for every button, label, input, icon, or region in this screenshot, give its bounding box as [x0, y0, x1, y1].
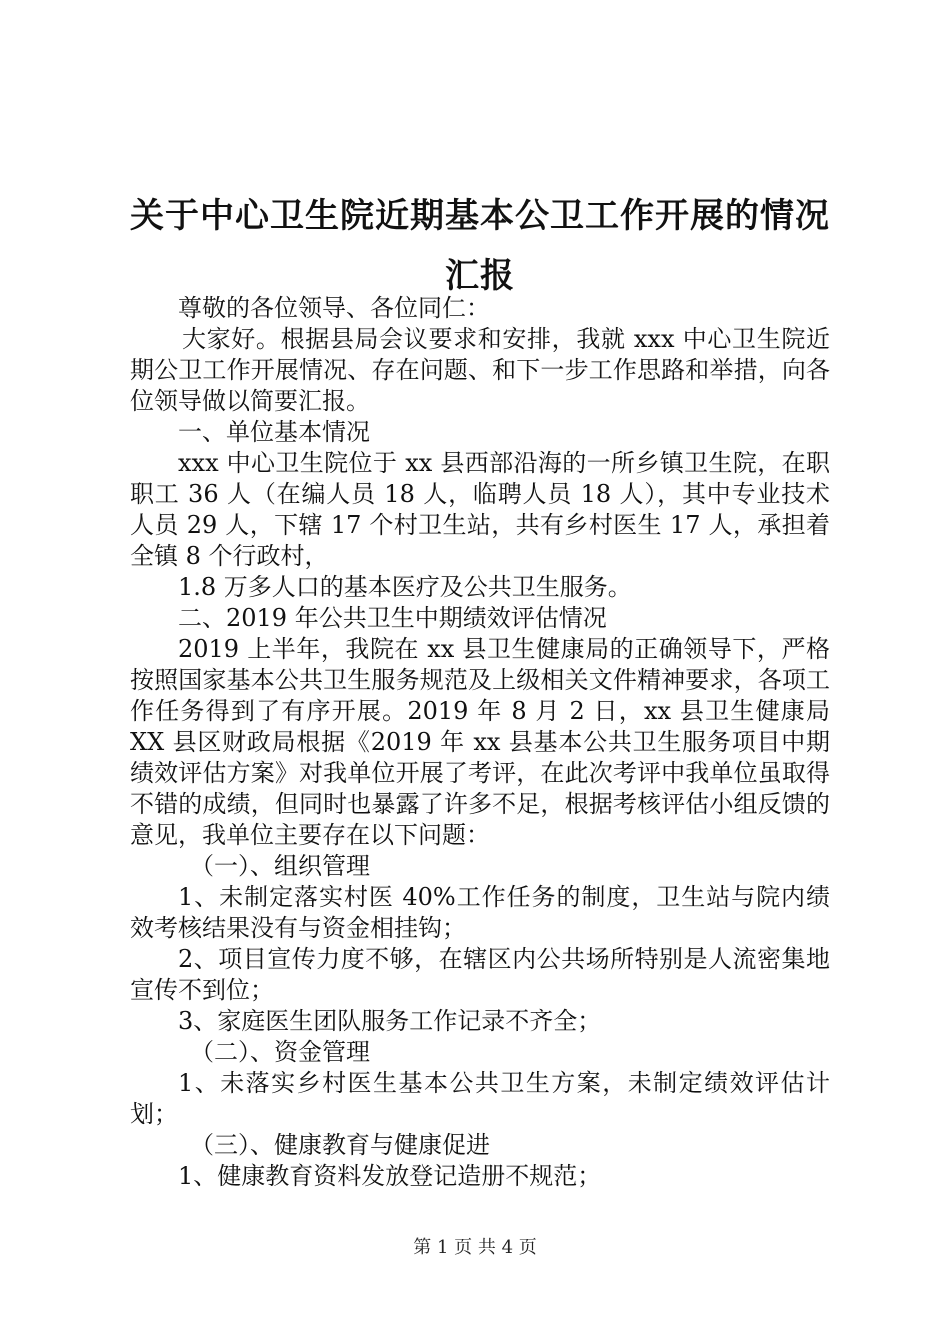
- page-number-footer: 第 1 页 共 4 页: [413, 1237, 537, 1258]
- section-heading-2: 二、2019 年公共卫生中期绩效评估情况: [178, 604, 607, 632]
- issue-item: 1、健康教育资料发放登记造册不规范；: [178, 1162, 602, 1190]
- intro-paragraph: 大家好。根据县局会议要求和安排，我就 xxx 中心卫生院近期公卫工作开展情况、存在问题、和下一步工作思路和举措，向各位领导做以简要汇报。: [130, 325, 830, 415]
- salutation: 尊敬的各位领导、各位同仁：: [178, 294, 490, 322]
- evaluation-paragraph: 2019 上半年，我院在 xx 县卫生健康局的正确领导下，严格按照国家基本公共卫生服务规范及上级相关文件精神要求，各项工作任务得到了有序开展。2019 年 8 月 2 日，xx 县卫生健康局 XX 县区财政局根据《2019 年 xx 县基本公共卫生服务项目中期绩效评估方案》对我单位开展了考评，在此次考评中我单位虽取得不错的成绩，但同时也暴露了许多不足，根据考核评估小组反馈的意见，我单位主要存在以下问题：: [130, 635, 830, 849]
- issue-item: 2、项目宣传力度不够，在辖区内公共场所特别是人流密集地宣传不到位；: [130, 945, 830, 1004]
- issue-item: 1、未落实乡村医生基本公共卫生方案，未制定绩效评估计划；: [130, 1069, 830, 1128]
- section-heading-1: 一、单位基本情况: [178, 418, 370, 446]
- document-body: [130, 293, 830, 1192]
- subsection-heading-3: （三）、健康教育与健康促进: [190, 1131, 490, 1159]
- issue-item: 3、家庭医生团队服务工作记录不齐全；: [178, 1007, 602, 1035]
- unit-info-paragraph: xxx 中心卫生院位于 xx 县西部沿海的一所乡镇卫生院，在职职工 36 人（在编人员 18 人，临聘人员 18 人），其中专业技术人员 29 人，下辖 17 个村卫生站，共有乡村医生 17 人，承担着全镇 8 个行政村，: [130, 449, 830, 570]
- document-title-line-2: 汇报: [445, 256, 515, 296]
- issue-item: 1、未制定落实村医 40%工作任务的制度，卫生站与院内绩效考核结果没有与资金相挂钩；: [130, 883, 830, 942]
- subsection-heading-2: （二）、资金管理: [190, 1038, 370, 1066]
- subsection-heading-1: （一）、组织管理: [190, 852, 370, 880]
- document-title-line-1: 关于中心卫生院近期基本公卫工作开展的情况: [130, 196, 830, 236]
- population-paragraph: 1.8 万多人口的基本医疗及公共卫生服务。: [178, 573, 632, 601]
